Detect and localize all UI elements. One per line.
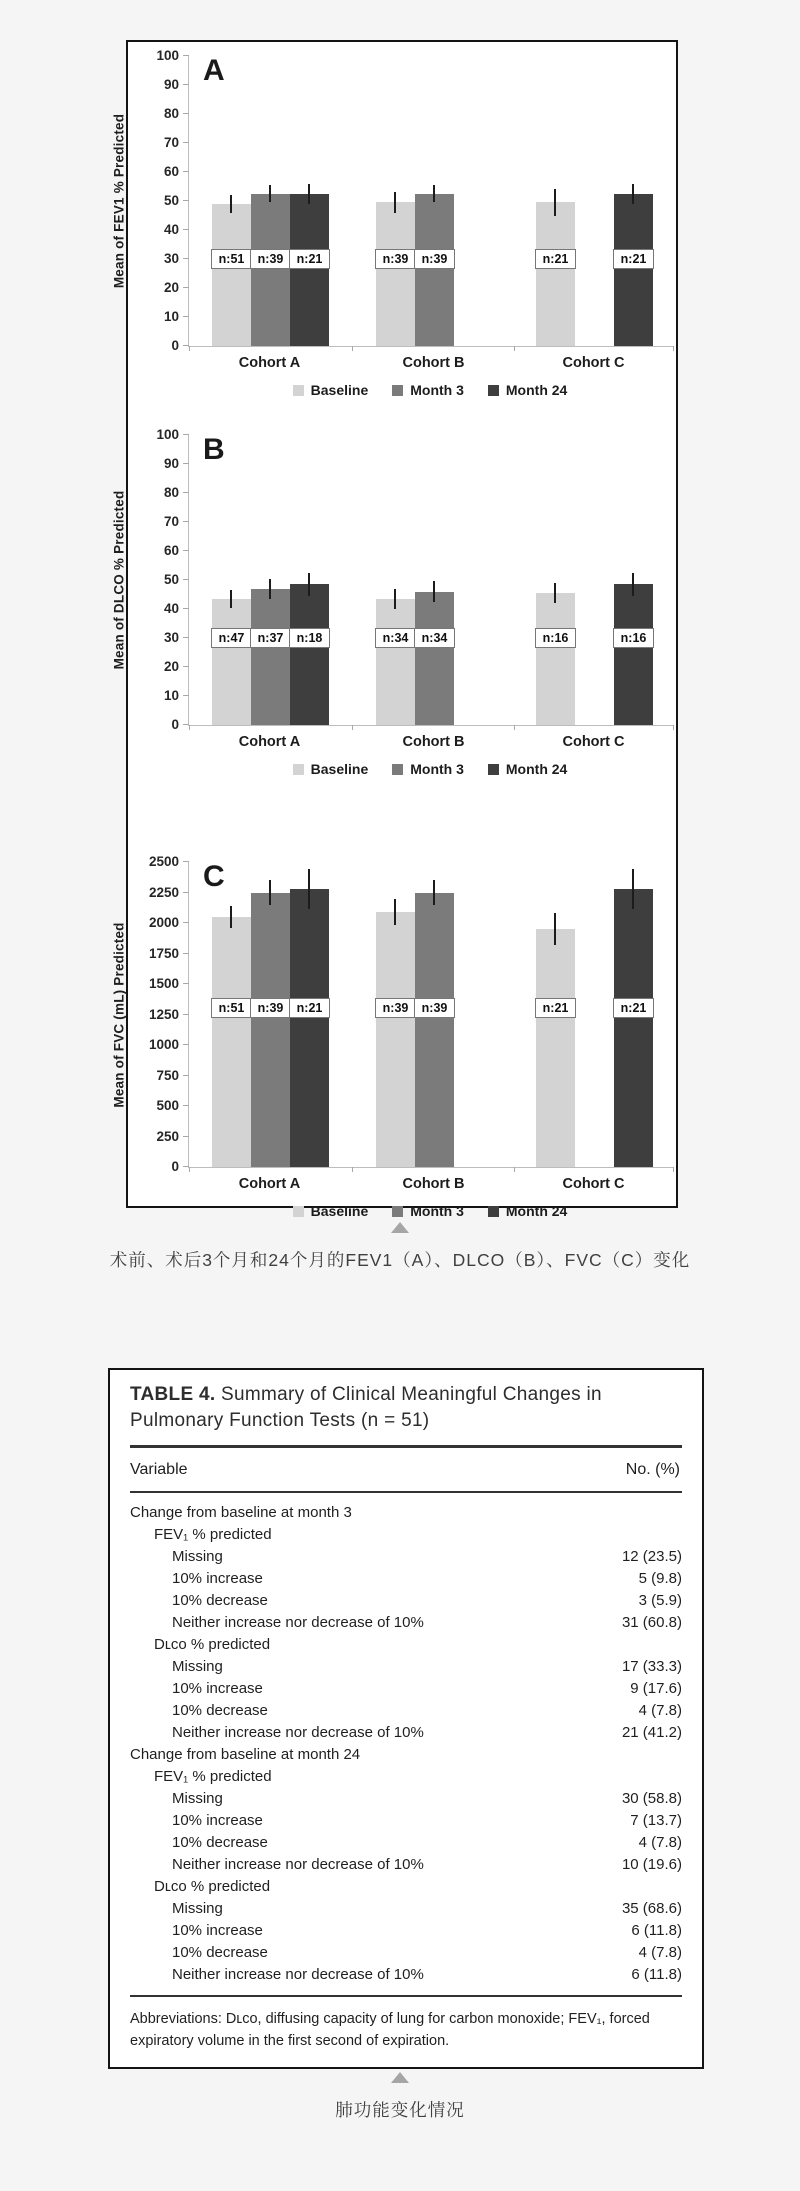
y-tick-label: 80 bbox=[163, 106, 179, 121]
table-row bbox=[130, 1612, 682, 1634]
table-panel bbox=[108, 1368, 704, 2069]
error-bar bbox=[269, 880, 271, 904]
x-tick-label: Cohort B bbox=[402, 355, 465, 371]
y-tick-label: 2250 bbox=[148, 884, 179, 900]
y-tick-label: 0 bbox=[171, 338, 179, 353]
legend-label: Month 3 bbox=[410, 382, 464, 398]
n-label: n:21 bbox=[535, 998, 576, 1018]
y-tick-label: 1750 bbox=[148, 945, 179, 961]
y-tick-mark bbox=[183, 637, 189, 638]
error-bar bbox=[632, 869, 634, 909]
legend-item bbox=[488, 761, 567, 777]
row-value: 10 (19.6) bbox=[621, 1856, 682, 1874]
row-value: 12 (23.5) bbox=[621, 1548, 682, 1566]
n-label: n:39 bbox=[375, 998, 416, 1018]
table-row bbox=[130, 1744, 682, 1766]
table-rule bbox=[130, 1995, 682, 1997]
x-tick-label: Cohort A bbox=[238, 355, 301, 371]
table-row bbox=[130, 1634, 682, 1656]
legend-item bbox=[488, 382, 567, 398]
column-header-no-pct: No. (%) bbox=[625, 1461, 680, 1479]
plot-area bbox=[111, 48, 673, 353]
row-label: 10% increase bbox=[172, 1570, 263, 1588]
table-row bbox=[130, 1810, 682, 1832]
chart-legend bbox=[188, 379, 672, 401]
error-bar bbox=[632, 184, 634, 204]
y-tick-mark bbox=[183, 142, 189, 143]
legend-item bbox=[392, 382, 464, 398]
table-row bbox=[130, 1898, 682, 1920]
y-tick-mark bbox=[183, 316, 189, 317]
y-tick-label: 10 bbox=[163, 688, 179, 703]
x-tick-mark bbox=[673, 1167, 674, 1172]
x-tick-label: Cohort C bbox=[562, 1176, 625, 1192]
y-tick-label: 60 bbox=[163, 543, 179, 558]
legend-label: Baseline bbox=[310, 761, 369, 777]
table-row bbox=[130, 1964, 682, 1986]
figure-caption-block bbox=[0, 1222, 800, 1272]
y-tick-mark bbox=[183, 579, 189, 580]
error-bar bbox=[308, 869, 310, 909]
row-value: 7 (13.7) bbox=[630, 1812, 682, 1830]
x-tick-label: Cohort B bbox=[402, 734, 465, 750]
y-tick-label: 40 bbox=[163, 601, 179, 616]
table-row bbox=[130, 1920, 682, 1942]
row-value: 21 (41.2) bbox=[621, 1724, 682, 1742]
legend-label: Month 24 bbox=[505, 1203, 568, 1219]
table-row bbox=[130, 1942, 682, 1964]
y-tick-label: 100 bbox=[156, 48, 179, 63]
x-tick-mark bbox=[673, 725, 674, 730]
y-tick-mark bbox=[183, 695, 189, 696]
y-tick-label: 50 bbox=[163, 193, 179, 208]
table-row bbox=[130, 1546, 682, 1568]
table-caption-block bbox=[0, 2072, 800, 2122]
n-label: n:39 bbox=[414, 998, 455, 1018]
row-value: 4 (7.8) bbox=[638, 1702, 682, 1720]
row-label: FEV₁ % predicted bbox=[154, 1526, 272, 1544]
row-label: Dʟᴄᴏ % predicted bbox=[154, 1878, 271, 1896]
error-bar bbox=[433, 185, 435, 202]
bar bbox=[614, 584, 653, 725]
table-title-label: TABLE 4. bbox=[130, 1384, 216, 1405]
y-tick-label: 70 bbox=[163, 514, 179, 529]
bar bbox=[415, 194, 454, 346]
x-tick-mark bbox=[673, 346, 674, 351]
y-tick-label: 1000 bbox=[148, 1037, 179, 1052]
table-title bbox=[130, 1382, 682, 1434]
y-tick-mark bbox=[183, 258, 189, 259]
n-label: n:21 bbox=[613, 249, 654, 269]
table-row bbox=[130, 1832, 682, 1854]
y-tick-mark bbox=[183, 922, 189, 923]
y-tick-label: 500 bbox=[156, 1098, 179, 1113]
y-tick-mark bbox=[183, 463, 189, 464]
table-body bbox=[130, 1493, 682, 1990]
y-tick-label: 2000 bbox=[148, 915, 179, 930]
error-bar bbox=[554, 913, 556, 945]
chart-legend bbox=[188, 1200, 672, 1222]
n-label: n:34 bbox=[414, 628, 455, 648]
table-footnote: Abbreviations: Dʟᴄᴏ, diffusing capacity of lung for carbon monoxide; FEV₁, forced expiratory volume in the first second of expiration. bbox=[130, 2011, 650, 2050]
row-label: 10% increase bbox=[172, 1922, 263, 1940]
y-tick-mark bbox=[183, 892, 189, 893]
y-tick-label: 30 bbox=[163, 630, 179, 645]
table-caption: 肺功能变化情况 bbox=[335, 2100, 465, 2120]
bar bbox=[415, 592, 454, 725]
row-label: 10% decrease bbox=[172, 1592, 268, 1610]
row-label: 10% decrease bbox=[172, 1834, 268, 1852]
chart-legend bbox=[188, 758, 672, 780]
table-row bbox=[130, 1656, 682, 1678]
table-row bbox=[130, 1788, 682, 1810]
y-tick-label: 70 bbox=[163, 135, 179, 150]
legend-swatch bbox=[392, 764, 403, 775]
y-tick-mark bbox=[183, 1105, 189, 1106]
row-label: 10% decrease bbox=[172, 1702, 268, 1720]
n-label: n:39 bbox=[414, 249, 455, 269]
row-value: 35 (68.6) bbox=[621, 1900, 682, 1918]
x-tick-label: Cohort C bbox=[562, 734, 625, 750]
chart-panel-b bbox=[111, 427, 676, 780]
error-bar bbox=[269, 185, 271, 202]
legend-swatch bbox=[293, 385, 304, 396]
panel-letter: B bbox=[203, 433, 225, 466]
n-label: n:47 bbox=[211, 628, 252, 648]
y-tick-mark bbox=[183, 171, 189, 172]
n-label: n:16 bbox=[613, 628, 654, 648]
n-label: n:21 bbox=[613, 998, 654, 1018]
row-label: 10% increase bbox=[172, 1680, 263, 1698]
n-label: n:39 bbox=[250, 998, 291, 1018]
y-tick-label: 20 bbox=[163, 280, 179, 295]
y-axis-title: Mean of FVC (mL) Predicted bbox=[111, 921, 127, 1108]
row-label: Missing bbox=[172, 1790, 223, 1808]
y-tick-label: 90 bbox=[163, 456, 179, 471]
error-bar bbox=[632, 573, 634, 596]
legend-label: Baseline bbox=[310, 1203, 369, 1219]
y-tick-label: 30 bbox=[163, 251, 179, 266]
y-tick-label: 100 bbox=[156, 427, 179, 442]
bar bbox=[251, 194, 290, 346]
row-value: 31 (60.8) bbox=[621, 1614, 682, 1632]
panel-letter: C bbox=[203, 860, 225, 893]
row-label: Missing bbox=[172, 1548, 223, 1566]
y-tick-label: 80 bbox=[163, 485, 179, 500]
error-bar bbox=[269, 579, 271, 599]
table-row bbox=[130, 1766, 682, 1788]
error-bar bbox=[394, 589, 396, 609]
y-tick-mark bbox=[183, 521, 189, 522]
bar bbox=[251, 893, 290, 1168]
bar bbox=[212, 204, 251, 346]
y-tick-label: 250 bbox=[156, 1128, 179, 1144]
y-tick-mark bbox=[183, 200, 189, 201]
row-value: 4 (7.8) bbox=[638, 1834, 682, 1852]
bar bbox=[376, 599, 415, 725]
x-axis-labels bbox=[188, 347, 672, 377]
x-tick-label: Cohort A bbox=[238, 734, 301, 750]
table-row bbox=[130, 1854, 682, 1876]
n-label: n:51 bbox=[211, 998, 252, 1018]
figure-panel bbox=[111, 40, 678, 1219]
y-tick-label: 2500 bbox=[148, 854, 179, 869]
table-row bbox=[130, 1502, 682, 1524]
row-label: Neither increase nor decrease of 10% bbox=[172, 1724, 424, 1742]
row-label: Change from baseline at month 3 bbox=[130, 1504, 352, 1522]
bar bbox=[376, 202, 415, 346]
y-tick-mark bbox=[183, 84, 189, 85]
table-header bbox=[130, 1448, 682, 1491]
x-axis-labels bbox=[188, 1168, 672, 1198]
error-bar bbox=[433, 880, 435, 904]
up-triangle-icon bbox=[391, 2072, 409, 2083]
table-row bbox=[130, 1568, 682, 1590]
legend-item bbox=[488, 1203, 567, 1219]
bar bbox=[614, 194, 653, 346]
y-tick-mark bbox=[183, 55, 189, 56]
n-label: n:34 bbox=[375, 628, 416, 648]
y-axis-title: Mean of DLCO % Predicted bbox=[111, 490, 127, 670]
y-tick-label: 40 bbox=[163, 222, 179, 237]
error-bar bbox=[433, 581, 435, 601]
y-tick-label: 0 bbox=[171, 1159, 179, 1174]
legend-swatch bbox=[392, 385, 403, 396]
y-tick-label: 90 bbox=[163, 77, 179, 92]
error-bar bbox=[394, 899, 396, 926]
bar bbox=[212, 917, 251, 1167]
legend-swatch bbox=[488, 764, 499, 775]
y-tick-mark bbox=[183, 229, 189, 230]
row-label: Missing bbox=[172, 1658, 223, 1676]
n-label: n:18 bbox=[289, 628, 330, 648]
error-bar bbox=[394, 192, 396, 212]
y-tick-mark bbox=[183, 434, 189, 435]
legend-item bbox=[392, 1203, 464, 1219]
row-value: 17 (33.3) bbox=[621, 1658, 682, 1676]
legend-label: Baseline bbox=[310, 382, 369, 398]
x-tick-label: Cohort B bbox=[402, 1176, 465, 1192]
plot-area bbox=[111, 854, 673, 1174]
y-tick-mark bbox=[183, 666, 189, 667]
legend-swatch bbox=[392, 1206, 403, 1217]
row-value: 3 (5.9) bbox=[638, 1592, 682, 1610]
row-label: 10% increase bbox=[172, 1812, 263, 1830]
n-label: n:16 bbox=[535, 628, 576, 648]
row-label: FEV₁ % predicted bbox=[154, 1768, 272, 1786]
bar bbox=[376, 912, 415, 1167]
table-row bbox=[130, 1524, 682, 1546]
legend-swatch bbox=[488, 385, 499, 396]
error-bar bbox=[308, 573, 310, 596]
row-value: 5 (9.8) bbox=[638, 1570, 682, 1588]
y-tick-label: 750 bbox=[156, 1067, 179, 1083]
legend-item bbox=[293, 761, 369, 777]
y-tick-mark bbox=[183, 492, 189, 493]
n-label: n:39 bbox=[250, 249, 291, 269]
bar bbox=[415, 893, 454, 1168]
y-tick-mark bbox=[183, 550, 189, 551]
table-row bbox=[130, 1722, 682, 1744]
x-tick-label: Cohort A bbox=[238, 1176, 301, 1192]
table-title-text: Summary of Clinical Meaningful Changes in Pulmonary Function Tests (n = 51) bbox=[130, 1384, 602, 1432]
chart-panel-a bbox=[111, 48, 676, 401]
column-header-variable: Variable bbox=[130, 1461, 188, 1479]
table-row bbox=[130, 1590, 682, 1612]
bar bbox=[290, 584, 329, 725]
row-value: 6 (11.8) bbox=[631, 1966, 682, 1984]
row-value: 9 (17.6) bbox=[630, 1680, 682, 1698]
y-tick-mark bbox=[183, 1075, 189, 1076]
n-label: n:39 bbox=[375, 249, 416, 269]
bar bbox=[290, 889, 329, 1167]
row-value: 6 (11.8) bbox=[631, 1922, 682, 1940]
bar bbox=[536, 593, 575, 725]
error-bar bbox=[554, 189, 556, 215]
legend-label: Month 3 bbox=[410, 761, 464, 777]
y-tick-label: 1500 bbox=[148, 976, 179, 991]
error-bar bbox=[554, 583, 556, 603]
up-triangle-icon bbox=[391, 1222, 409, 1233]
y-tick-label: 20 bbox=[163, 659, 179, 674]
error-bar bbox=[308, 184, 310, 204]
n-label: n:21 bbox=[289, 249, 330, 269]
row-value: 30 (58.8) bbox=[621, 1790, 682, 1808]
legend-swatch bbox=[293, 1206, 304, 1217]
table-row bbox=[130, 1700, 682, 1722]
table-row bbox=[130, 1678, 682, 1700]
row-label: Dʟᴄᴏ % predicted bbox=[154, 1636, 271, 1654]
figure-caption: 术前、术后3个月和24个月的FEV1（A）、DLCO（B）、FVC（C）变化 bbox=[109, 1250, 691, 1270]
y-tick-mark bbox=[183, 1136, 189, 1137]
legend-item bbox=[392, 761, 464, 777]
y-axis-title: Mean of FEV1 % Predicted bbox=[111, 113, 127, 289]
y-tick-mark bbox=[183, 953, 189, 954]
bar bbox=[251, 589, 290, 725]
row-label: Neither increase nor decrease of 10% bbox=[172, 1856, 424, 1874]
bar bbox=[212, 599, 251, 725]
table-row bbox=[130, 1876, 682, 1898]
y-tick-mark bbox=[183, 1044, 189, 1045]
y-tick-mark bbox=[183, 113, 189, 114]
y-tick-label: 1250 bbox=[148, 1006, 179, 1022]
row-label: Neither increase nor decrease of 10% bbox=[172, 1966, 424, 1984]
y-tick-label: 60 bbox=[163, 164, 179, 179]
n-label: n:51 bbox=[211, 249, 252, 269]
row-label: 10% decrease bbox=[172, 1944, 268, 1962]
y-tick-mark bbox=[183, 287, 189, 288]
x-axis-labels bbox=[188, 726, 672, 756]
y-tick-mark bbox=[183, 608, 189, 609]
legend-item bbox=[293, 1203, 369, 1219]
plot-area bbox=[111, 427, 673, 732]
y-tick-label: 50 bbox=[163, 572, 179, 587]
legend-swatch bbox=[293, 764, 304, 775]
bar bbox=[536, 202, 575, 346]
legend-label: Month 24 bbox=[505, 761, 568, 777]
error-bar bbox=[230, 195, 232, 212]
y-tick-label: 10 bbox=[163, 309, 179, 324]
y-tick-mark bbox=[183, 861, 189, 862]
error-bar bbox=[230, 590, 232, 607]
row-value: 4 (7.8) bbox=[638, 1944, 682, 1962]
x-tick-label: Cohort C bbox=[562, 355, 625, 371]
n-label: n:21 bbox=[535, 249, 576, 269]
row-label: Change from baseline at month 24 bbox=[130, 1746, 361, 1764]
n-label: n:37 bbox=[250, 628, 291, 648]
legend-item bbox=[293, 382, 369, 398]
y-tick-mark bbox=[183, 983, 189, 984]
bar bbox=[290, 194, 329, 346]
y-tick-label: 0 bbox=[171, 717, 179, 732]
legend-label: Month 24 bbox=[505, 382, 568, 398]
n-label: n:21 bbox=[289, 998, 330, 1018]
chart-panel-c bbox=[111, 854, 676, 1222]
panel-letter: A bbox=[203, 54, 225, 87]
row-label: Neither increase nor decrease of 10% bbox=[172, 1614, 424, 1632]
error-bar bbox=[230, 906, 232, 928]
bar bbox=[536, 929, 575, 1167]
row-label: Missing bbox=[172, 1900, 223, 1918]
legend-label: Month 3 bbox=[410, 1203, 464, 1219]
legend-swatch bbox=[488, 1206, 499, 1217]
y-tick-mark bbox=[183, 1014, 189, 1015]
bar bbox=[614, 889, 653, 1167]
